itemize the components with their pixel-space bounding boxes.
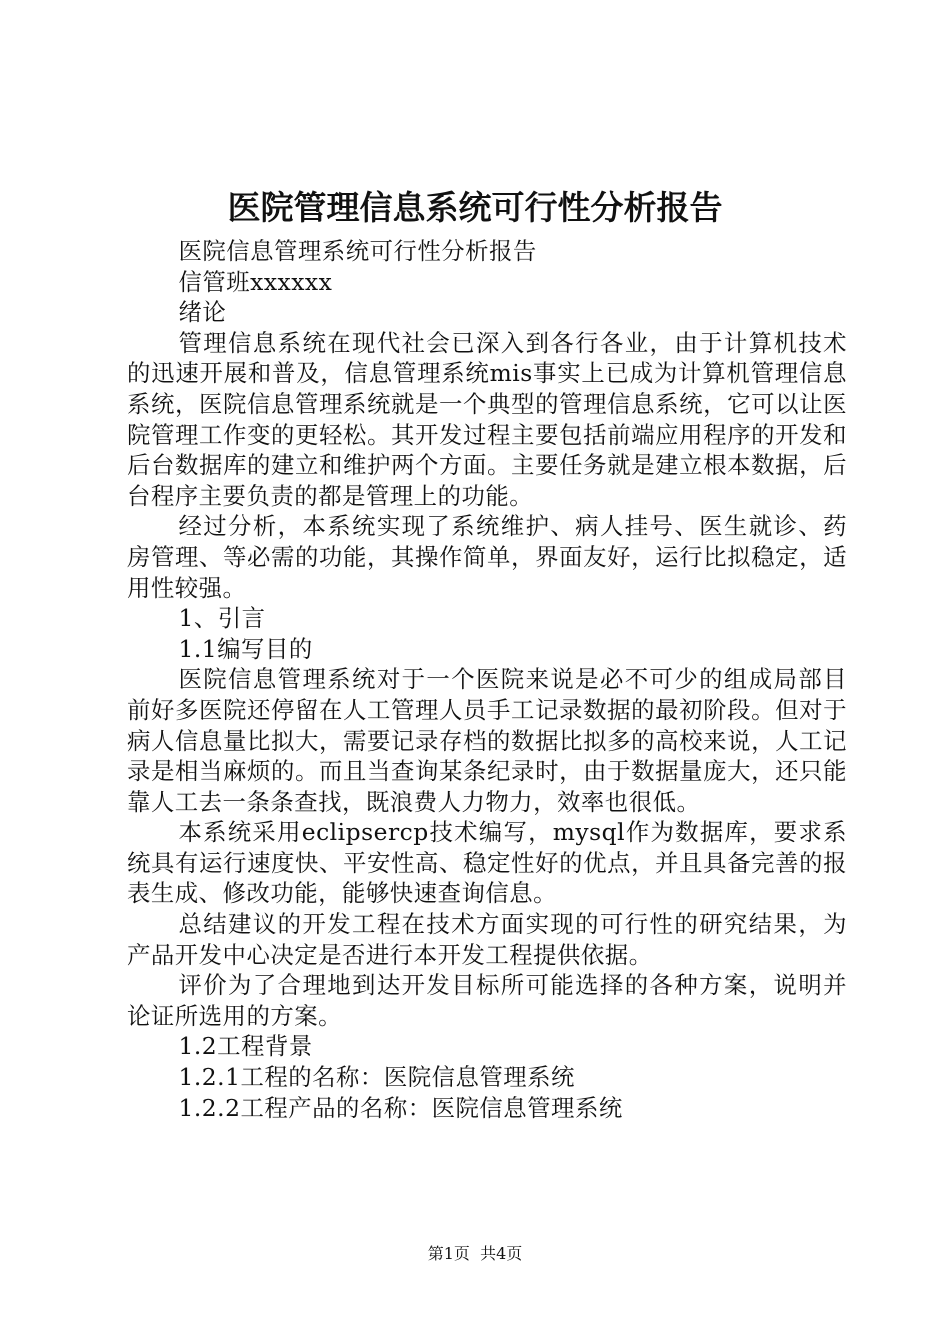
paragraph: 经过分析，本系统实现了系统维护、病人挂号、医生就诊、药房管理、等必需的功能，其操作简单，界面友好，运行比拟稳定，适用性较强。 [127,512,847,602]
paragraph: 1.2.1工程的名称：医院信息管理系统 [178,1063,575,1092]
page-footer [0,1243,950,1265]
page-total: 共4页 [480,1244,523,1263]
document-title: 医院管理信息系统可行性分析报告 [227,188,723,227]
paragraph: 医院信息管理系统对于一个医院来说是必不可少的组成局部目前好多医院还停留在人工管理人员手工记录数据的最初阶段。但对于病人信息量比拟大，需要记录存档的数据比拟多的高校来说，人工记录是相当麻烦的。而且当查询某条纪录时，由于数据量庞大，还只能靠人工去一条条查找，既浪费人力物力，效率也很低。 [127,665,847,816]
paragraph: 1.2.2工程产品的名称：医院信息管理系统 [178,1093,623,1122]
paragraph-subtitle: 医院信息管理系统可行性分析报告 [178,237,537,265]
paragraph: 总结建议的开发工程在技术方面实现的可行性的研究结果，为产品开发中心决定是否进行本开发工程提供依据。 [127,910,847,969]
section-heading: 1、引言 [178,604,266,633]
subsection-heading: 1.2工程背景 [178,1032,313,1061]
paragraph: 本系统采用eclipsercp技术编写，mysql作为数据库，要求系统具有运行速度快、平安性高、稳定性好的优点，并且具备完善的报表生成、修改功能，能够快速查询信息。 [127,818,847,908]
paragraph: 管理信息系统在现代社会已深入到各行各业，由于计算机技术的迅速开展和普及，信息管理系统mis事实上已成为计算机管理信息系统，医院信息管理系统就是一个典型的管理信息系统，它可以让医院管理工作变的更轻松。其开发过程主要包括前端应用程序的开发和后台数据库的建立和维护两个方面。主要任务就是建立根本数据，后台程序主要负责的都是管理上的功能。 [127,328,847,510]
document-body [127,236,847,1123]
section-heading-introduction: 绪论 [178,298,227,327]
paragraph: 评价为了合理地到达开发目标所可能选择的各种方案，说明并论证所选用的方案。 [127,971,847,1030]
page-number: 第1页 [427,1244,470,1263]
subsection-heading: 1.1编写目的 [178,634,313,663]
paragraph-author: 信管班xxxxxx [178,267,333,296]
